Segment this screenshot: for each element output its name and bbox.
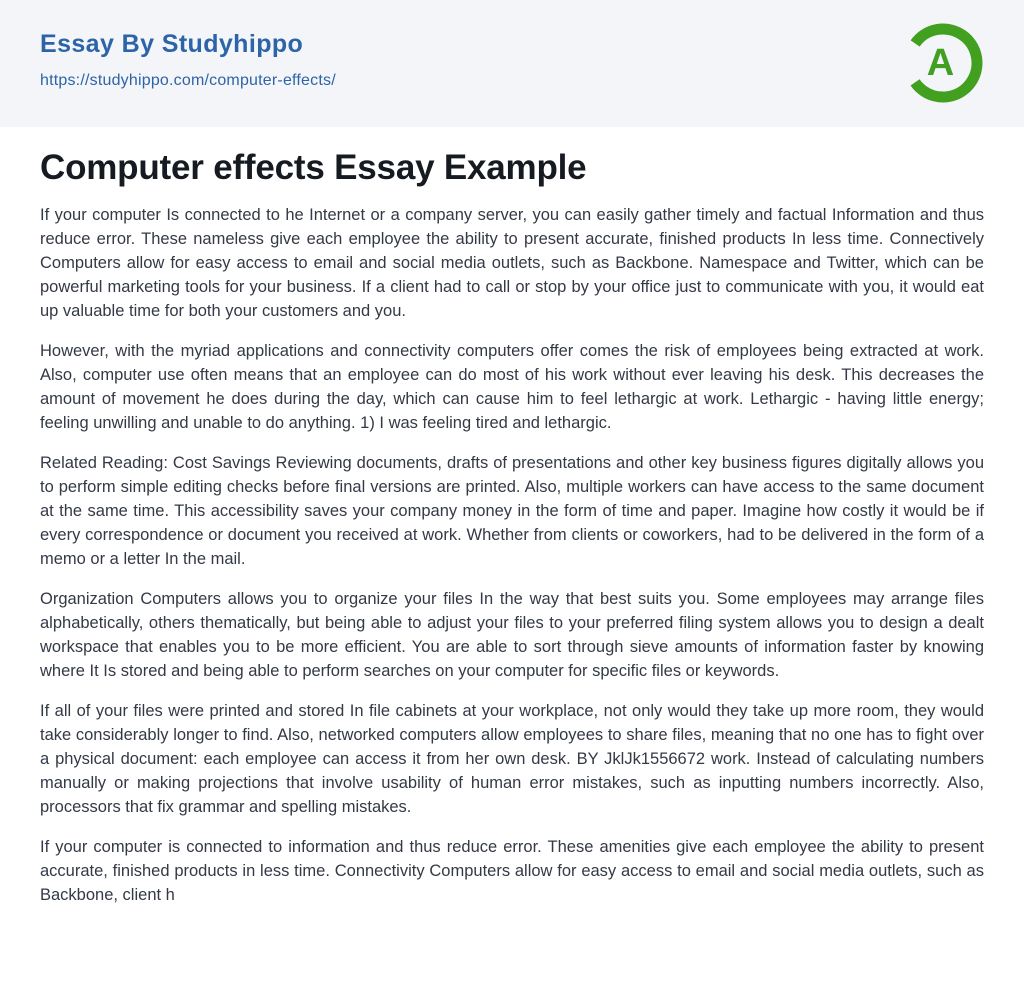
header-left [40, 30, 336, 90]
essay-paragraph: If your computer is connected to information and thus reduce error. These amenities give each employee the ability to present accurate, finished products in less time. Connectivity Computers allow for easy access to email and social media outlets, such as Backbone, client h [40, 837, 984, 904]
page-header [0, 0, 1024, 127]
essay-paragraph: Related Reading: Cost Savings Reviewing documents, drafts of presentations and other key business figures digitally allows you to perform simple editing checks before final versions are printed. Also, multiple workers can have access to the same document at the same time. This accessibility saves your company money in the form of time and paper. Imagine how costly it would be if every correspondence or document you received at work. Whether from clients or coworkers, had to be delivered in the form of a memo or a letter In the mail. [40, 453, 984, 568]
studyhippo-logo-icon [902, 22, 984, 104]
logo-letter: A [926, 42, 955, 84]
site-title: Essay By Studyhippo [40, 30, 304, 58]
essay-content [0, 127, 1024, 907]
essay-title: Computer effects Essay Example [40, 148, 587, 187]
essay-paragraph: If all of your files were printed and stored In file cabinets at your workplace, not only would they take up more room, they would take considerably longer to find. Also, networked computers allow employees to share files, meaning that no one has to fight over a physical document: each employee can access it from her own desk. BY JklJk1556672 work. Instead of calculating numbers manually or making projections that involve usability of human error mistakes, such as inputting numbers incorrectly. Also, processors that fix grammar and spelling mistakes. [40, 701, 984, 816]
essay-paragraph: If your computer Is connected to he Internet or a company server, you can easily gather timely and factual Information and thus reduce error. These nameless give each employee the ability to present accurate, finished products In less time. Connectively Computers allow for easy access to email and social media outlets, such as Backbone. Namespace and Twitter, which can be powerful marketing tools for your business. If a client had to call or stop by your office just to communicate with you, it would eat up valuable time for both your customers and you. [40, 205, 984, 320]
essay-body [40, 203, 984, 907]
essay-paragraph: Organization Computers allows you to organize your files In the way that best suits you. Some employees may arrange files alphabetically, others thematically, but being able to adjust your files to your preferred filing system allows you to design a dealt workspace that enables you to be more efficient. You are able to sort through sieve amounts of information faster by knowing where It Is stored and being able to perform searches on your computer for specific files or keywords. [40, 589, 984, 680]
essay-paragraph: However, with the myriad applications and connectivity computers offer comes the risk of employees being extracted at work. Also, computer use often means that an employee can do most of his work without ever leaving his desk. This decreases the amount of movement he does during the day, which can cause him to feel lethargic at work. Lethargic - having little energy; feeling unwilling and unable to do anything. 1) I was feeling tired and lethargic. [40, 341, 984, 432]
source-url-link[interactable]: https://studyhippo.com/computer-effects/ [40, 71, 336, 89]
